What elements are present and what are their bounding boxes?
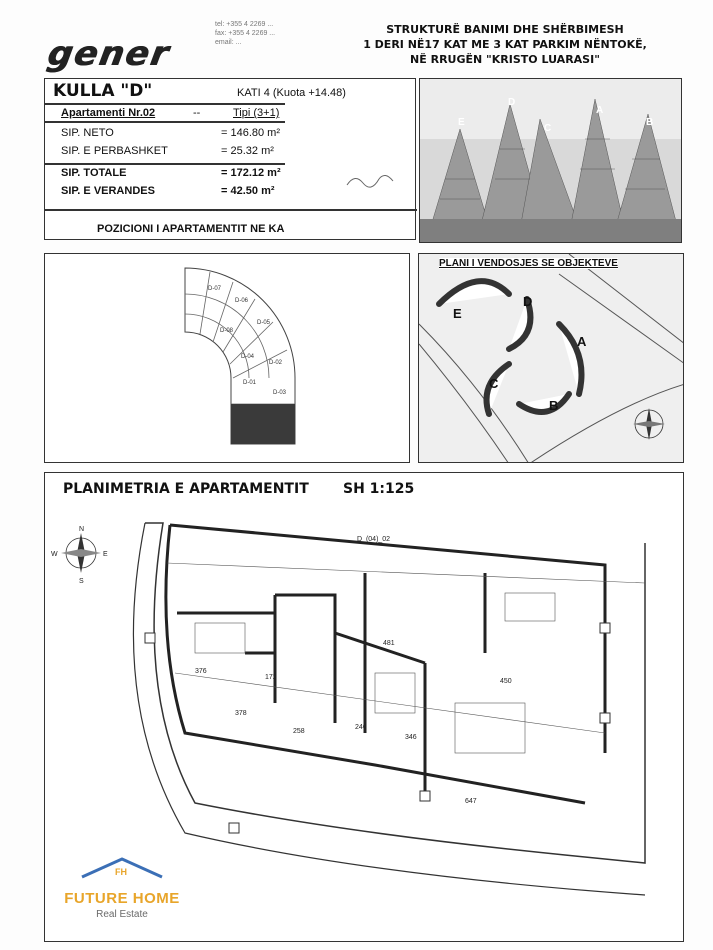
dimension-label: 346 [405, 734, 417, 741]
area-label: SIP. E PERBASHKET [61, 145, 168, 157]
dimension-label: 258 [293, 728, 305, 735]
floor-label: KATI 4 (Kuota +14.48) [237, 87, 346, 99]
floor-plan-scale: SH 1:125 [343, 481, 415, 497]
render-tower-letter: C [544, 123, 552, 134]
project-title-line: NË RRUGËN "KRISTO LUARASI" [410, 53, 600, 66]
site-tower-letter: B [549, 398, 559, 413]
unit-label: D-05 [257, 320, 271, 326]
brand-mark: FH [115, 867, 127, 877]
apartment-type: Tipi (3+1) [233, 107, 280, 119]
render-tower-letter: D [508, 97, 516, 108]
handwriting-scribble [345, 165, 405, 195]
render-tower-letter: B [646, 117, 654, 128]
position-label: POZICIONI I APARTAMENTIT NE KA [97, 223, 285, 235]
compass-letter: E [103, 551, 108, 558]
area-value: = 42.50 m² [221, 185, 275, 197]
floor-key-plan [44, 253, 410, 463]
brand-name: FUTURE HOME [64, 890, 180, 907]
divider [45, 103, 285, 105]
compass-rose-icon [51, 526, 108, 585]
company-logo: gener [44, 34, 173, 74]
compass-letter: W [51, 551, 58, 558]
render-tower-letter: E [458, 117, 465, 128]
selected-unit [231, 404, 295, 444]
dimension-label: 376 [195, 668, 207, 675]
company-contacts [215, 20, 325, 47]
area-value: = 25.32 m² [221, 145, 274, 157]
site-tower-letter: C [489, 376, 499, 391]
area-label: SIP. TOTALE [61, 167, 127, 179]
site-tower-letter: D [523, 294, 533, 309]
building-render-photo [419, 78, 682, 243]
area-value: = 146.80 m² [221, 127, 281, 139]
dimension-label: 378 [235, 710, 247, 717]
unit-label: D-01 [243, 380, 257, 386]
dimension-label: 481 [383, 640, 395, 647]
area-label: SIP. NETO [61, 127, 114, 139]
compass-letter: S [79, 578, 84, 585]
project-title [335, 22, 675, 67]
document-header [30, 12, 690, 72]
area-label: SIP. E VERANDES [61, 185, 155, 197]
divider [45, 121, 285, 123]
unit-label: D-08 [220, 328, 234, 334]
site-tower-letter: E [453, 306, 462, 321]
unit-tag: D_(04)_02 [357, 536, 391, 543]
compass-letter: N [79, 526, 85, 533]
tower-title: KULLA "D" [53, 81, 153, 101]
divider [45, 209, 417, 211]
site-plan-title: PLANI I VENDOSJES SE OBJEKTEVE [439, 258, 618, 269]
divider [45, 163, 285, 165]
dimension-label: 647 [465, 798, 477, 805]
unit-label: D-03 [273, 390, 287, 396]
dimension-label: 172 [265, 674, 277, 681]
site-tower-letter: A [577, 334, 587, 349]
area-value: = 172.12 m² [221, 167, 281, 179]
brand-watermark [62, 855, 182, 920]
contact-line: email: ... [215, 39, 242, 46]
unit-label: D-07 [208, 286, 222, 292]
project-title-line: STRUKTURË BANIMI DHE SHËRBIMESH [386, 23, 624, 36]
contact-line: fax: +355 4 2269 ... [215, 30, 276, 37]
dimension-label: 246 [355, 724, 367, 731]
contact-line: tel: +355 4 2269 ... [215, 21, 274, 28]
dimension-label: 450 [500, 678, 512, 685]
unit-label: D-04 [241, 354, 255, 360]
unit-label: D-02 [269, 360, 283, 366]
render-tower-letter: A [596, 105, 604, 116]
unit-label: D-06 [235, 298, 249, 304]
floor-plan-title: PLANIMETRIA E APARTAMENTIT [63, 481, 309, 497]
apartment-dash: -- [193, 107, 201, 119]
project-title-line: 1 DERI NË17 KAT ME 3 KAT PARKIM NËNTOKË, [363, 38, 647, 51]
site-plan [418, 253, 684, 463]
brand-subtitle: Real Estate [96, 909, 148, 920]
apartment-number: Apartamenti Nr.02 [61, 107, 156, 119]
house-logo-icon [62, 855, 182, 885]
apartment-info-box [44, 78, 416, 240]
